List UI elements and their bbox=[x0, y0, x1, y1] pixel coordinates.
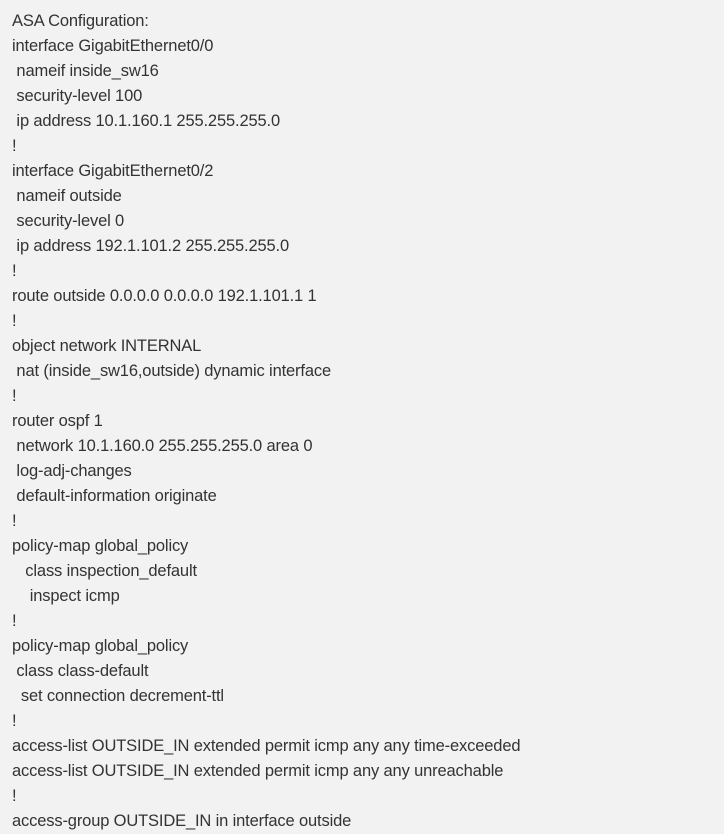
config-line: nat (inside_sw16,outside) dynamic interface bbox=[12, 362, 331, 380]
asa-config-text bbox=[12, 9, 520, 834]
config-line: log-adj-changes bbox=[12, 462, 132, 480]
config-line: route outside 0.0.0.0 0.0.0.0 192.1.101.1 1 bbox=[12, 287, 317, 305]
config-line: inspect icmp bbox=[12, 587, 120, 605]
config-line: nameif inside_sw16 bbox=[12, 62, 159, 80]
config-line: security-level 100 bbox=[12, 87, 143, 105]
config-line: access-list OUTSIDE_IN extended permit icmp any any unreachable bbox=[12, 762, 504, 780]
config-line: ip address 192.1.101.2 255.255.255.0 bbox=[12, 237, 290, 255]
config-line: nameif outside bbox=[12, 187, 122, 205]
config-line: class class-default bbox=[12, 662, 149, 680]
config-line: network 10.1.160.0 255.255.255.0 area 0 bbox=[12, 437, 313, 455]
config-separator: ! bbox=[12, 512, 17, 530]
config-line: policy-map global_policy bbox=[12, 537, 189, 555]
config-separator: ! bbox=[12, 787, 17, 805]
config-separator: ! bbox=[12, 387, 17, 405]
config-line: object network INTERNAL bbox=[12, 337, 202, 355]
config-line: default-information originate bbox=[12, 487, 217, 505]
config-line: interface GigabitEthernet0/2 bbox=[12, 162, 214, 180]
config-line: policy-map global_policy bbox=[12, 637, 189, 655]
config-separator: ! bbox=[12, 612, 17, 630]
config-line: interface GigabitEthernet0/0 bbox=[12, 37, 214, 55]
config-line: set connection decrement-ttl bbox=[12, 687, 224, 705]
config-title: ASA Configuration: bbox=[12, 12, 149, 30]
config-line: router ospf 1 bbox=[12, 412, 103, 430]
config-line: class inspection_default bbox=[12, 562, 197, 580]
config-line: security-level 0 bbox=[12, 212, 125, 230]
config-separator: ! bbox=[12, 312, 17, 330]
config-line: ip address 10.1.160.1 255.255.255.0 bbox=[12, 112, 280, 130]
config-line: access-group OUTSIDE_IN in interface outside bbox=[12, 812, 352, 830]
config-line: access-list OUTSIDE_IN extended permit icmp any any time-exceeded bbox=[12, 737, 521, 755]
config-separator: ! bbox=[12, 712, 17, 730]
config-separator: ! bbox=[12, 262, 17, 280]
config-separator: ! bbox=[12, 137, 17, 155]
